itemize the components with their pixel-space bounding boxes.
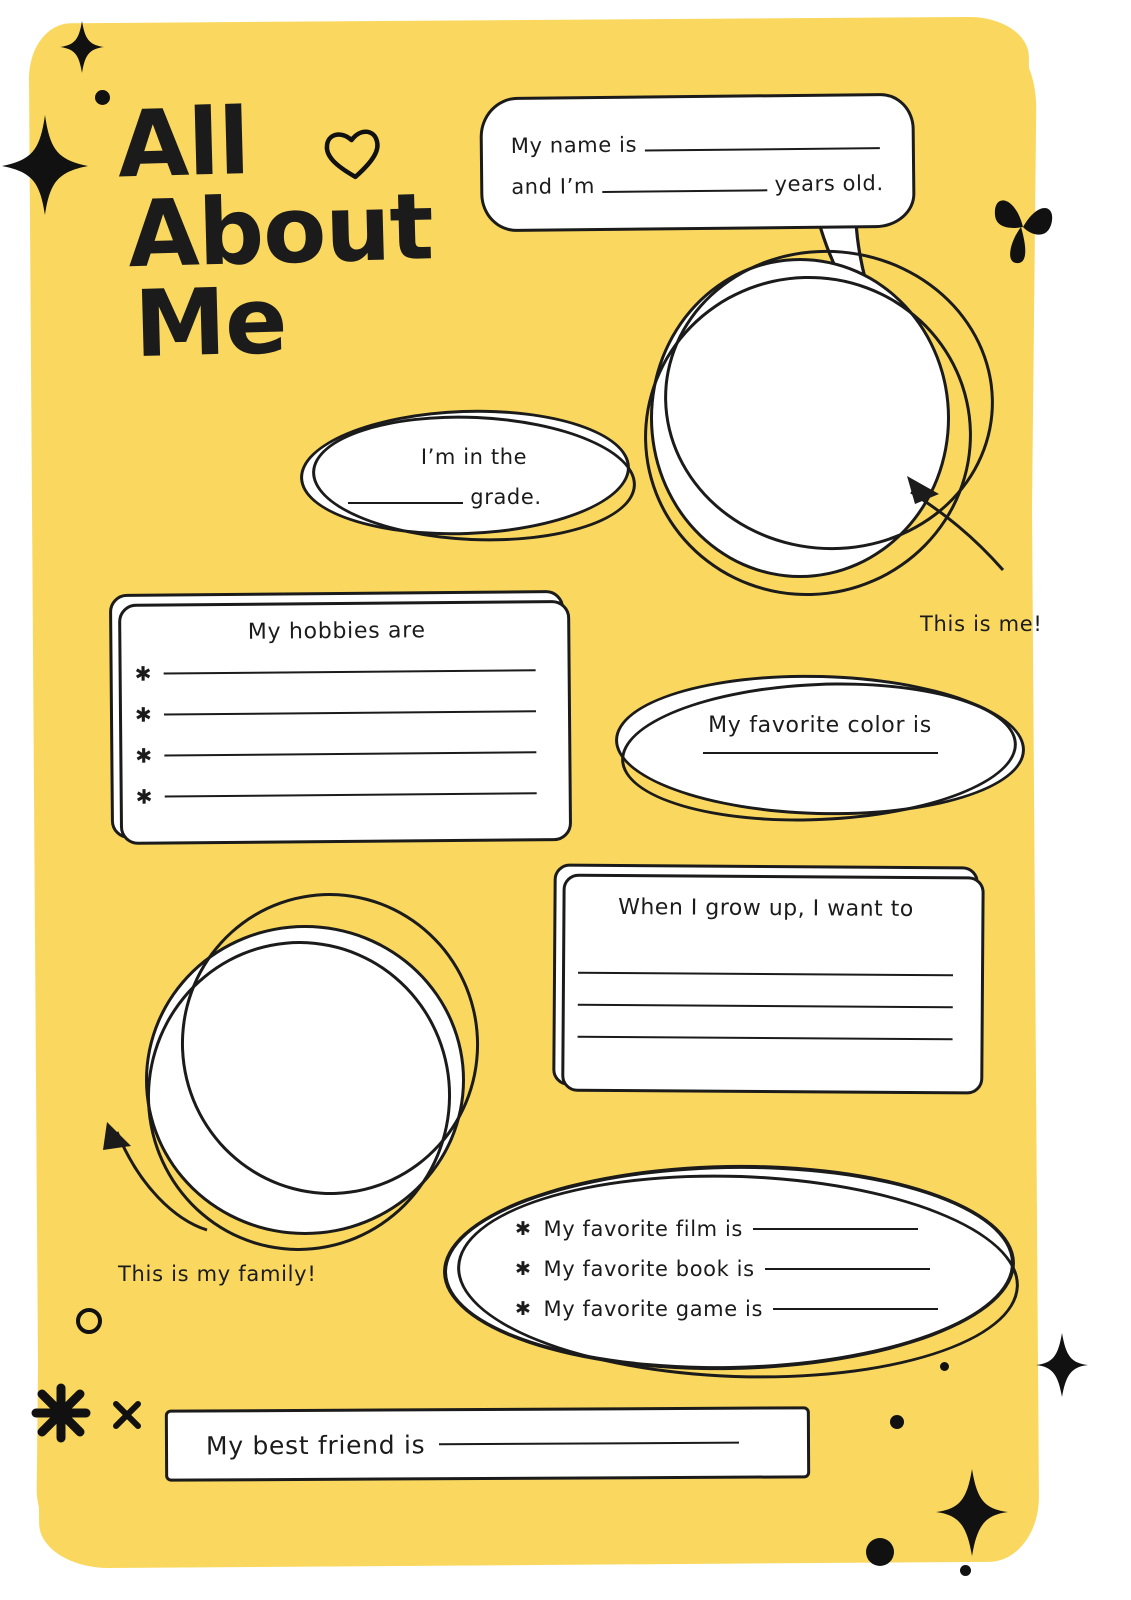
- butterfly-icon: [985, 185, 1060, 270]
- grade-oval: [300, 410, 630, 535]
- list-item[interactable]: [135, 658, 536, 685]
- favorite-film-label: My favorite film is: [543, 1217, 743, 1241]
- favorite-book-blank[interactable]: [765, 1268, 930, 1270]
- name-label: My name is: [510, 132, 638, 158]
- hobbies-list: [113, 658, 563, 809]
- grow-up-card: [552, 864, 979, 1089]
- grow-up-blank[interactable]: [578, 974, 953, 1009]
- hobby-blank: [164, 751, 536, 756]
- list-item[interactable]: [135, 740, 536, 767]
- dot-icon: [76, 1308, 102, 1334]
- asterisk-icon: ✱: [515, 1258, 532, 1280]
- grow-up-blank[interactable]: [578, 1006, 953, 1041]
- photo-frame-me[interactable]: [650, 258, 950, 578]
- favorite-book-label: My favorite book is: [543, 1257, 755, 1281]
- favorite-film-blank[interactable]: [753, 1228, 918, 1230]
- dot-icon: [960, 1565, 971, 1576]
- list-item[interactable]: [135, 699, 536, 726]
- hobby-blank: [164, 710, 536, 715]
- heart-icon: [319, 123, 387, 185]
- hobbies-card: [109, 590, 566, 839]
- name-bubble: [479, 93, 915, 233]
- grow-up-heading: When I grow up, I want to: [618, 894, 914, 923]
- x-mark-icon: [110, 1398, 144, 1432]
- photo-caption-me: This is me!: [920, 612, 1043, 636]
- age-label-prefix: and I’m: [511, 174, 596, 199]
- asterisk-icon: ✱: [515, 1298, 532, 1320]
- best-friend-label: My best friend is: [205, 1429, 426, 1460]
- list-item[interactable]: [515, 1217, 1015, 1241]
- list-item[interactable]: [515, 1297, 1015, 1321]
- best-friend-blank[interactable]: [439, 1442, 739, 1446]
- hobbies-heading: My hobbies are: [247, 618, 426, 645]
- title-line-1: All: [116, 88, 251, 199]
- best-friend-card: [165, 1406, 810, 1481]
- favorite-game-blank[interactable]: [773, 1308, 938, 1310]
- grade-label-2: grade.: [470, 484, 542, 509]
- favorite-game-label: My favorite game is: [543, 1297, 764, 1321]
- list-item[interactable]: [515, 1257, 1015, 1281]
- sparkle-icon: [935, 1465, 1010, 1560]
- asterisk-icon: ✱: [515, 1218, 532, 1240]
- age-blank[interactable]: [602, 189, 767, 193]
- dot-icon: [95, 90, 110, 105]
- arrow-icon: [95, 1120, 215, 1240]
- dot-icon: [890, 1415, 904, 1429]
- title-line-3: Me: [133, 267, 288, 379]
- photo-frame-family[interactable]: [145, 925, 465, 1235]
- arrow-icon: [905, 470, 1025, 580]
- name-blank[interactable]: [644, 147, 879, 151]
- grade-blank[interactable]: [348, 502, 463, 504]
- favorite-color-blank[interactable]: [703, 752, 938, 754]
- dot-icon: [866, 1538, 894, 1566]
- list-item[interactable]: [136, 781, 537, 808]
- hobby-blank: [164, 792, 536, 797]
- sparkle-icon: [0, 110, 90, 220]
- grade-label-1: I’m in the: [420, 445, 528, 469]
- grow-up-lines: [555, 942, 975, 1071]
- hobby-blank: [163, 669, 535, 674]
- asterisk-icon: ✱: [135, 784, 153, 809]
- grade-line: [348, 478, 600, 518]
- photo-caption-family: This is my family!: [118, 1262, 317, 1286]
- age-line: [511, 163, 890, 208]
- grow-up-blank[interactable]: [578, 942, 953, 977]
- sparkle-icon: [58, 18, 106, 76]
- favorite-color-heading: My favorite color is: [708, 713, 932, 738]
- asterisk-icon: ✱: [135, 743, 153, 768]
- favorites-list: [443, 1165, 1015, 1370]
- grow-up-blank[interactable]: [577, 1038, 952, 1071]
- star-burst-icon: [30, 1382, 92, 1444]
- sparkle-icon: [1035, 1330, 1090, 1400]
- asterisk-icon: ✱: [134, 702, 152, 727]
- name-line: [511, 122, 890, 167]
- asterisk-icon: ✱: [134, 661, 152, 686]
- title-line-2: About: [126, 173, 435, 289]
- favorites-oval: [443, 1165, 1015, 1370]
- age-label-suffix: years old.: [774, 170, 884, 197]
- favorite-color-oval: [615, 675, 1025, 815]
